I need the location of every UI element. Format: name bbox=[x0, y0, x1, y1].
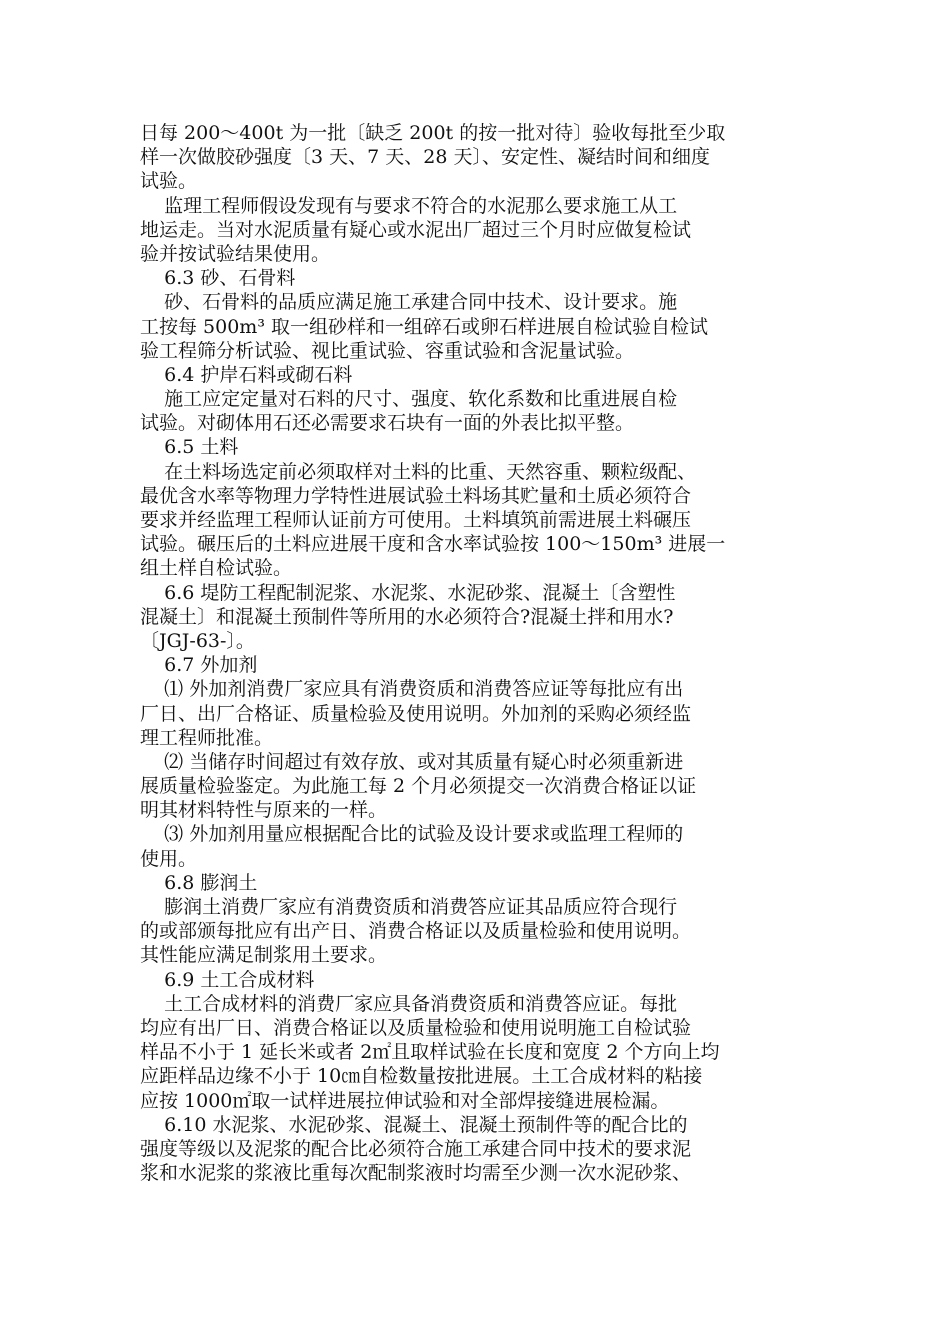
text-line: 其性能应满足制浆用土要求。 bbox=[140, 944, 388, 967]
text-line: 6.8 膨润土 bbox=[140, 871, 258, 894]
text-line: 验并按试验结果使用。 bbox=[140, 242, 331, 265]
text-line: 使用。 bbox=[140, 847, 198, 870]
text-line: 试验。 bbox=[140, 170, 198, 193]
text-line: 在土料场选定前必须取样对土料的比重、天然容重、颗粒级配、 bbox=[140, 460, 697, 483]
text-line: 6.4 护岸石料或砌石料 bbox=[140, 363, 353, 386]
text-line: 的或部颁每批应有出产日、消费合格证以及质量检验和使用说明。 bbox=[140, 920, 692, 943]
text-line: 浆和水泥浆的浆液比重每次配制浆液时均需至少测一次水泥砂浆、 bbox=[140, 1162, 692, 1185]
text-line: ⑴ 外加剂消费厂家应具有消费资质和消费答应证等每批应有出 bbox=[140, 678, 684, 701]
text-line: 试验。碾压后的土料应进展干度和含水率试验按 100～150m³ 进展一 bbox=[140, 533, 726, 556]
text-line: 6.6 堤防工程配制泥浆、水泥浆、水泥砂浆、混凝土〔含塑性 bbox=[140, 581, 676, 604]
text-line: 〔JGJ-63-〕。 bbox=[140, 629, 255, 652]
text-line: 试验。对砌体用石还必需要求石块有一面的外表比拟平整。 bbox=[140, 412, 635, 435]
text-line: 样品不小于 1 延长米或者 2㎡且取样试验在长度和宽度 2 个方向上均 bbox=[140, 1041, 720, 1064]
text-line: 要求并经监理工程师认证前方可使用。土料填筑前需进展土料碾压 bbox=[140, 509, 692, 531]
text-line: 样一次做胶砂强度〔3 天、7 天、28 天〕、安定性、凝结时间和细度 bbox=[140, 146, 710, 169]
text-line: 验工程筛分析试验、视比重试验、容重试验和含泥量试验。 bbox=[140, 339, 635, 362]
text-line: 厂日、出厂合格证、质量检验及使用说明。外加剂的采购必须经监 bbox=[140, 702, 692, 725]
text-line: 地运走。当对水泥质量有疑心或水泥出厂超过三个月时应做复检试 bbox=[140, 218, 692, 241]
text-line: 应按 1000㎡取一试样进展拉伸试验和对全部焊接缝进展检漏。 bbox=[140, 1089, 670, 1112]
text-line: 施工应定定量对石料的尺寸、强度、软化系数和比重进展自检 bbox=[140, 388, 678, 411]
text-line: 6.3 砂、石骨料 bbox=[140, 267, 296, 290]
text-line: 土工合成材料的消费厂家应具备消费资质和消费答应证。每批 bbox=[140, 992, 678, 1015]
text-line: ⑵ 当储存时间超过有效存放、或对其质量有疑心时必须重新进 bbox=[140, 750, 684, 773]
text-line: 组土样自检试验。 bbox=[140, 557, 293, 580]
text-line: 监理工程师假设发现有与要求不符合的水泥那么要求施工从工 bbox=[140, 194, 678, 217]
text-line: 膨润土消费厂家应有消费资质和消费答应证其品质应符合现行 bbox=[140, 896, 678, 918]
text-line: 最优含水率等物理力学特性进展试验土料场其贮量和土质必须符合 bbox=[140, 484, 692, 507]
text-line: 工按每 500m³ 取一组砂样和一组碎石或卵石样进展自检试验自检试 bbox=[140, 315, 708, 338]
text-line: 6.7 外加剂 bbox=[140, 654, 258, 677]
text-line: 明其材料特性与原来的一样。 bbox=[140, 799, 388, 822]
document-body bbox=[140, 121, 812, 1185]
text-line: 均应有出厂日、消费合格证以及质量检验和使用说明施工自检试验 bbox=[140, 1016, 692, 1039]
text-line: 展质量检验鉴定。为此施工每 2 个月必须提交一次消费合格证以证 bbox=[140, 775, 697, 798]
text-line: 6.5 土料 bbox=[140, 436, 239, 459]
text-line: 6.10 水泥浆、水泥砂浆、混凝土、混凝土预制件等的配合比的 bbox=[140, 1113, 688, 1136]
text-line: 砂、石骨料的品质应满足施工承建合同中技术、设计要求。施 bbox=[140, 291, 678, 314]
text-line: 6.9 土工合成材料 bbox=[140, 968, 315, 991]
text-line: 混凝土〕和混凝土预制件等所用的水必须符合?混凝土拌和用水? bbox=[140, 605, 674, 628]
text-line: 理工程师批准。 bbox=[140, 726, 274, 749]
text-line: 应距样品边缘不小于 10㎝自检数量按批进展。土工合成材料的粘接 bbox=[140, 1065, 703, 1088]
text-line: 强度等级以及泥浆的配合比必须符合施工承建合同中技术的要求泥 bbox=[140, 1137, 692, 1160]
text-line: 日每 200～400t 为一批〔缺乏 200t 的按一批对待〕验收每批至少取 bbox=[140, 122, 726, 144]
text-line: ⑶ 外加剂用量应根据配合比的试验及设计要求或监理工程师的 bbox=[140, 823, 684, 846]
